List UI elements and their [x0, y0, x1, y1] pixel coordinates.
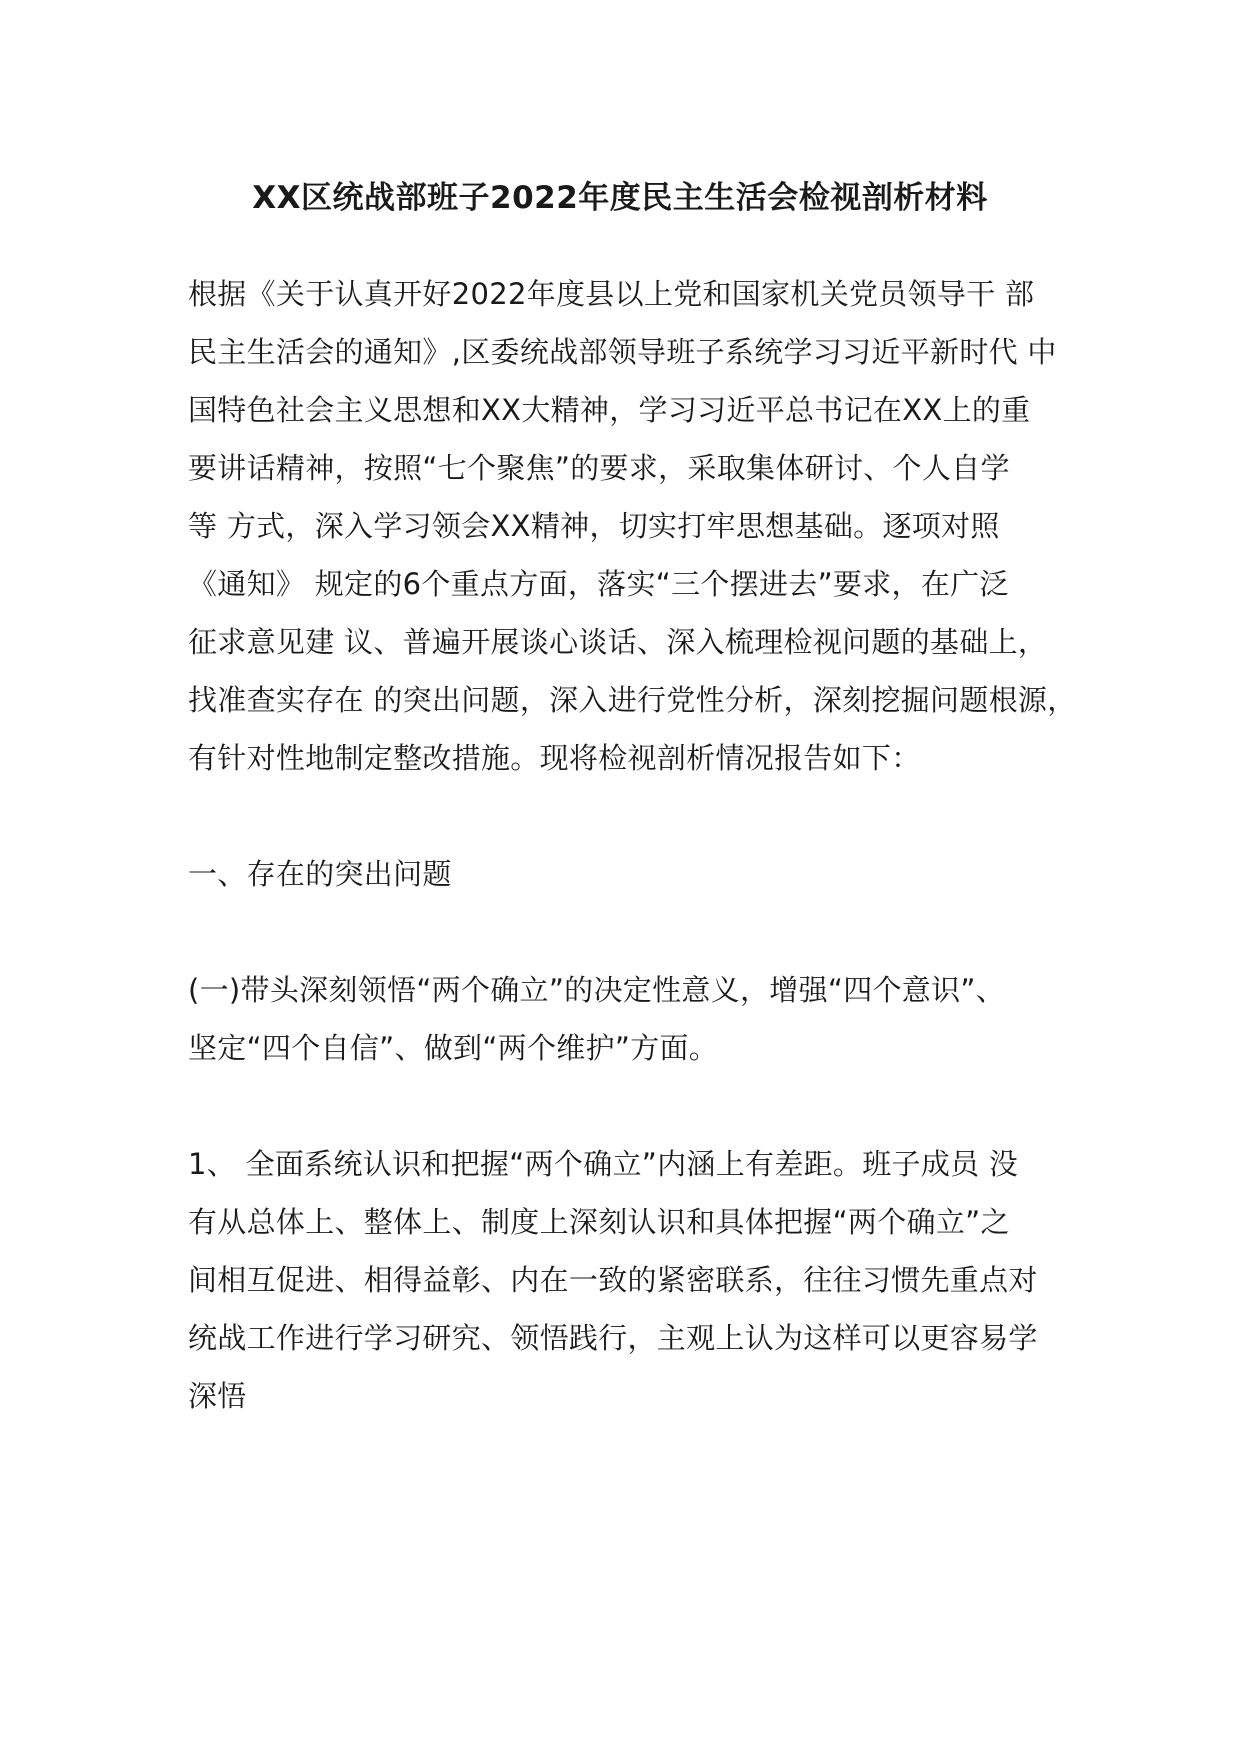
intro-line-2: 民主生活会的通知》,区委统战部领导班子系统学习习近平新时代 中: [188, 335, 1057, 369]
intro-line-1: 根据《关于认真开好2022年度县以上党和国家机关党员领导干 部: [188, 277, 1035, 311]
intro-line-8: 找准查实存在 的突出问题，深入进行党性分析，深刻挖掘问题根源，: [188, 683, 1077, 717]
intro-line-3: 国特色社会主义思想和XX大精神，学习习近平总书记在XX上的重: [188, 393, 1031, 427]
intro-line-6: 《通知》 规定的6个重点方面，落实“三个摆进去”要求，在广泛: [188, 567, 1009, 601]
item-line-2: 有从总体上、整体上、制度上深刻认识和具体把握“两个确立”之: [188, 1205, 1010, 1239]
item-line-4: 统战工作进行学习研究、领悟践行，主观上认为这样可以更容易学: [188, 1321, 1038, 1355]
item-line-5: 深悟: [188, 1379, 247, 1413]
intro-line-4: 要讲话精神，按照“七个聚焦”的要求，采取集体研讨、个人自学: [188, 451, 1010, 485]
document-title: XX区统战部班子2022年度民主生活会检视剖析材料: [252, 180, 988, 216]
item-line-3: 间相互促进、相得益彰、内在一致的紧密联系，往往习惯先重点对: [188, 1263, 1038, 1297]
section-heading: 一、存在的突出问题: [188, 857, 452, 891]
intro-line-7: 征求意见建 议、普遍开展谈心谈话、深入梳理检视问题的基础上，: [188, 625, 1048, 659]
intro-line-5: 等 方式，深入学习领会XX精神，切实打牢思想基础。逐项对照: [188, 509, 1000, 543]
subsection-line-1: (一)带头深刻领悟“两个确立”的决定性意义，增强“四个意识”、: [188, 973, 1006, 1007]
intro-line-9: 有针对性地制定整改措施。现将检视剖析情况报告如下：: [188, 741, 921, 775]
subsection-line-2: 坚定“四个自信”、做到“两个维护”方面。: [188, 1031, 719, 1065]
item-line-1: 1、 全面系统认识和把握“两个确立”内涵上有差距。班子成员 没: [188, 1147, 1019, 1181]
